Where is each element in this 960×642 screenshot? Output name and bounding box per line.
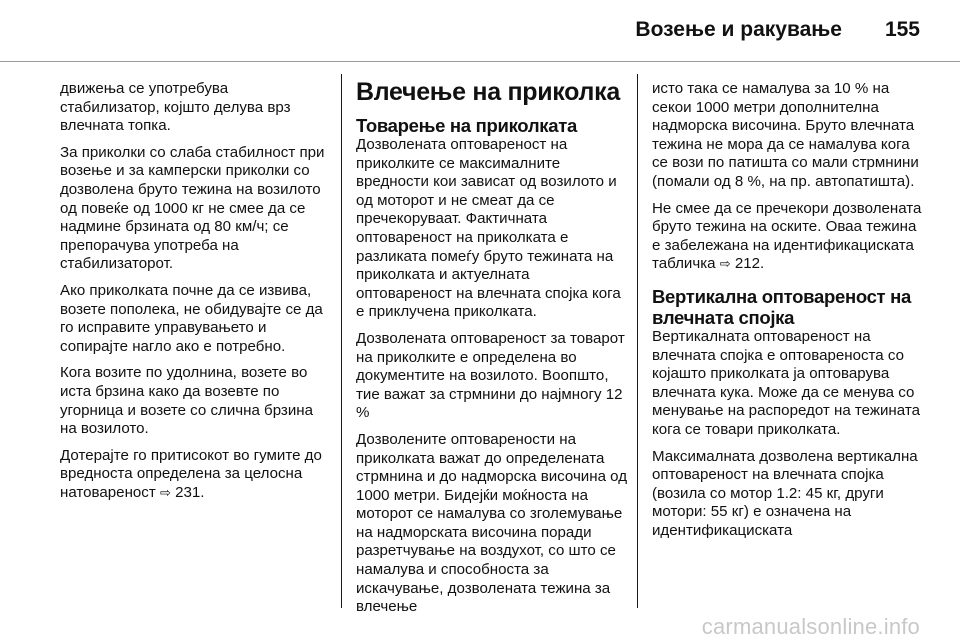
paragraph: Дозволената оптовареност на приколките се максималните вредности кои зависат од возилото и од моторот и не смеат да се пречекоруваат. Фактичната оптовареност на приколката е разликата помеѓу бруто тежината на приколката и актуелната оптовареност на влечната спојка кога е приклучена приколката. [356,136,621,321]
paragraph: Дозволените оптоварености на приколката важат до определената стрмнина и до надморска височина од 1000 метри. Бидејќи моќноста на моторот се намалува со зголемување на надморската височина поради разретчување на воздухот, со што се намалува и способноста за искачување, дозволената тежина за влечење [356,430,628,616]
subsection-title: Вертикална оптовареност на влечната спојка [652,285,912,328]
paragraph: Ако приколката почне да се извива, возете пополека, не обидувајте се да го исправите управувањето и сопирајте нагло ако е потребно. [60,281,323,355]
page-number: 155 [884,18,920,41]
page-reference[interactable]: 231. [175,483,205,501]
column-2 [356,78,628,625]
arrow-reference-icon: ⇨ [719,256,731,272]
section-title: Влечење на приколка [356,78,620,106]
column-3 [652,80,924,548]
paragraph: движења се употребува стабилизатор, којшто делува врз влечната топка. [60,80,291,135]
paragraph [652,200,924,274]
paragraph: Вертикалната оптовареност на влечната спојка е оптовареноста со којашто приколката ја оптоварува влечната кука. Може да се менува со менување на распоредот на тежината кога се товари приколката. [652,327,920,438]
paragraph: Кога возите по удолнина, возете во иста брзина како да возевте по угорница и возете со слична брзина на возилото. [60,364,314,438]
arrow-reference-icon: ⇨ [159,484,171,500]
column-1 [60,80,332,510]
paragraph: исто така се намалува за 10 % на секои 1000 метри дополнителна надморска височина. Бруто влечната тежина не мора да се намалува кога се вози по патишта со мали стрмнини (помали од 8 %, на пр. автопатишта). [652,80,919,190]
paragraph: Дозволената оптовареност за товарот на приколките е определена во документите на возилото. Воопшто, тие важат за стрмнини до најмногу 12 % [356,329,625,422]
page-reference[interactable]: 212. [734,255,765,273]
page-header [0,0,960,62]
paragraph-text: Не смее да се пречекори дозволената бруто тежина на оските. Оваа тежина е забележана на идентификациската табличка [652,199,922,273]
column-divider [341,74,342,608]
paragraph [60,447,332,503]
subsection-title: Товарење на приколката [356,115,577,136]
paragraph: За приколки со слаба стабилност при возење и за камперски приколки со дозволена бруто тежина на возилото од повеќе од 1000 кг не смее да се надмине брзината од 80 км/ч; се препорачува употреба на стабилизаторот. [60,143,325,273]
watermark: carmanualsonline.info [701,614,920,639]
header-title: Возење и ракување [635,18,842,41]
paragraph-text: Дотерајте го притисокот во гумите до вредноста определена за целосна натовареност [60,446,322,501]
paragraph: Максималната дозволена вертикална оптовареност на влечната спојка (возила со мотор 1.2: 45 кг, други мотори: 55 кг) е означена на идентификациската [652,447,918,539]
header-divider [0,61,960,62]
column-divider [637,74,638,608]
